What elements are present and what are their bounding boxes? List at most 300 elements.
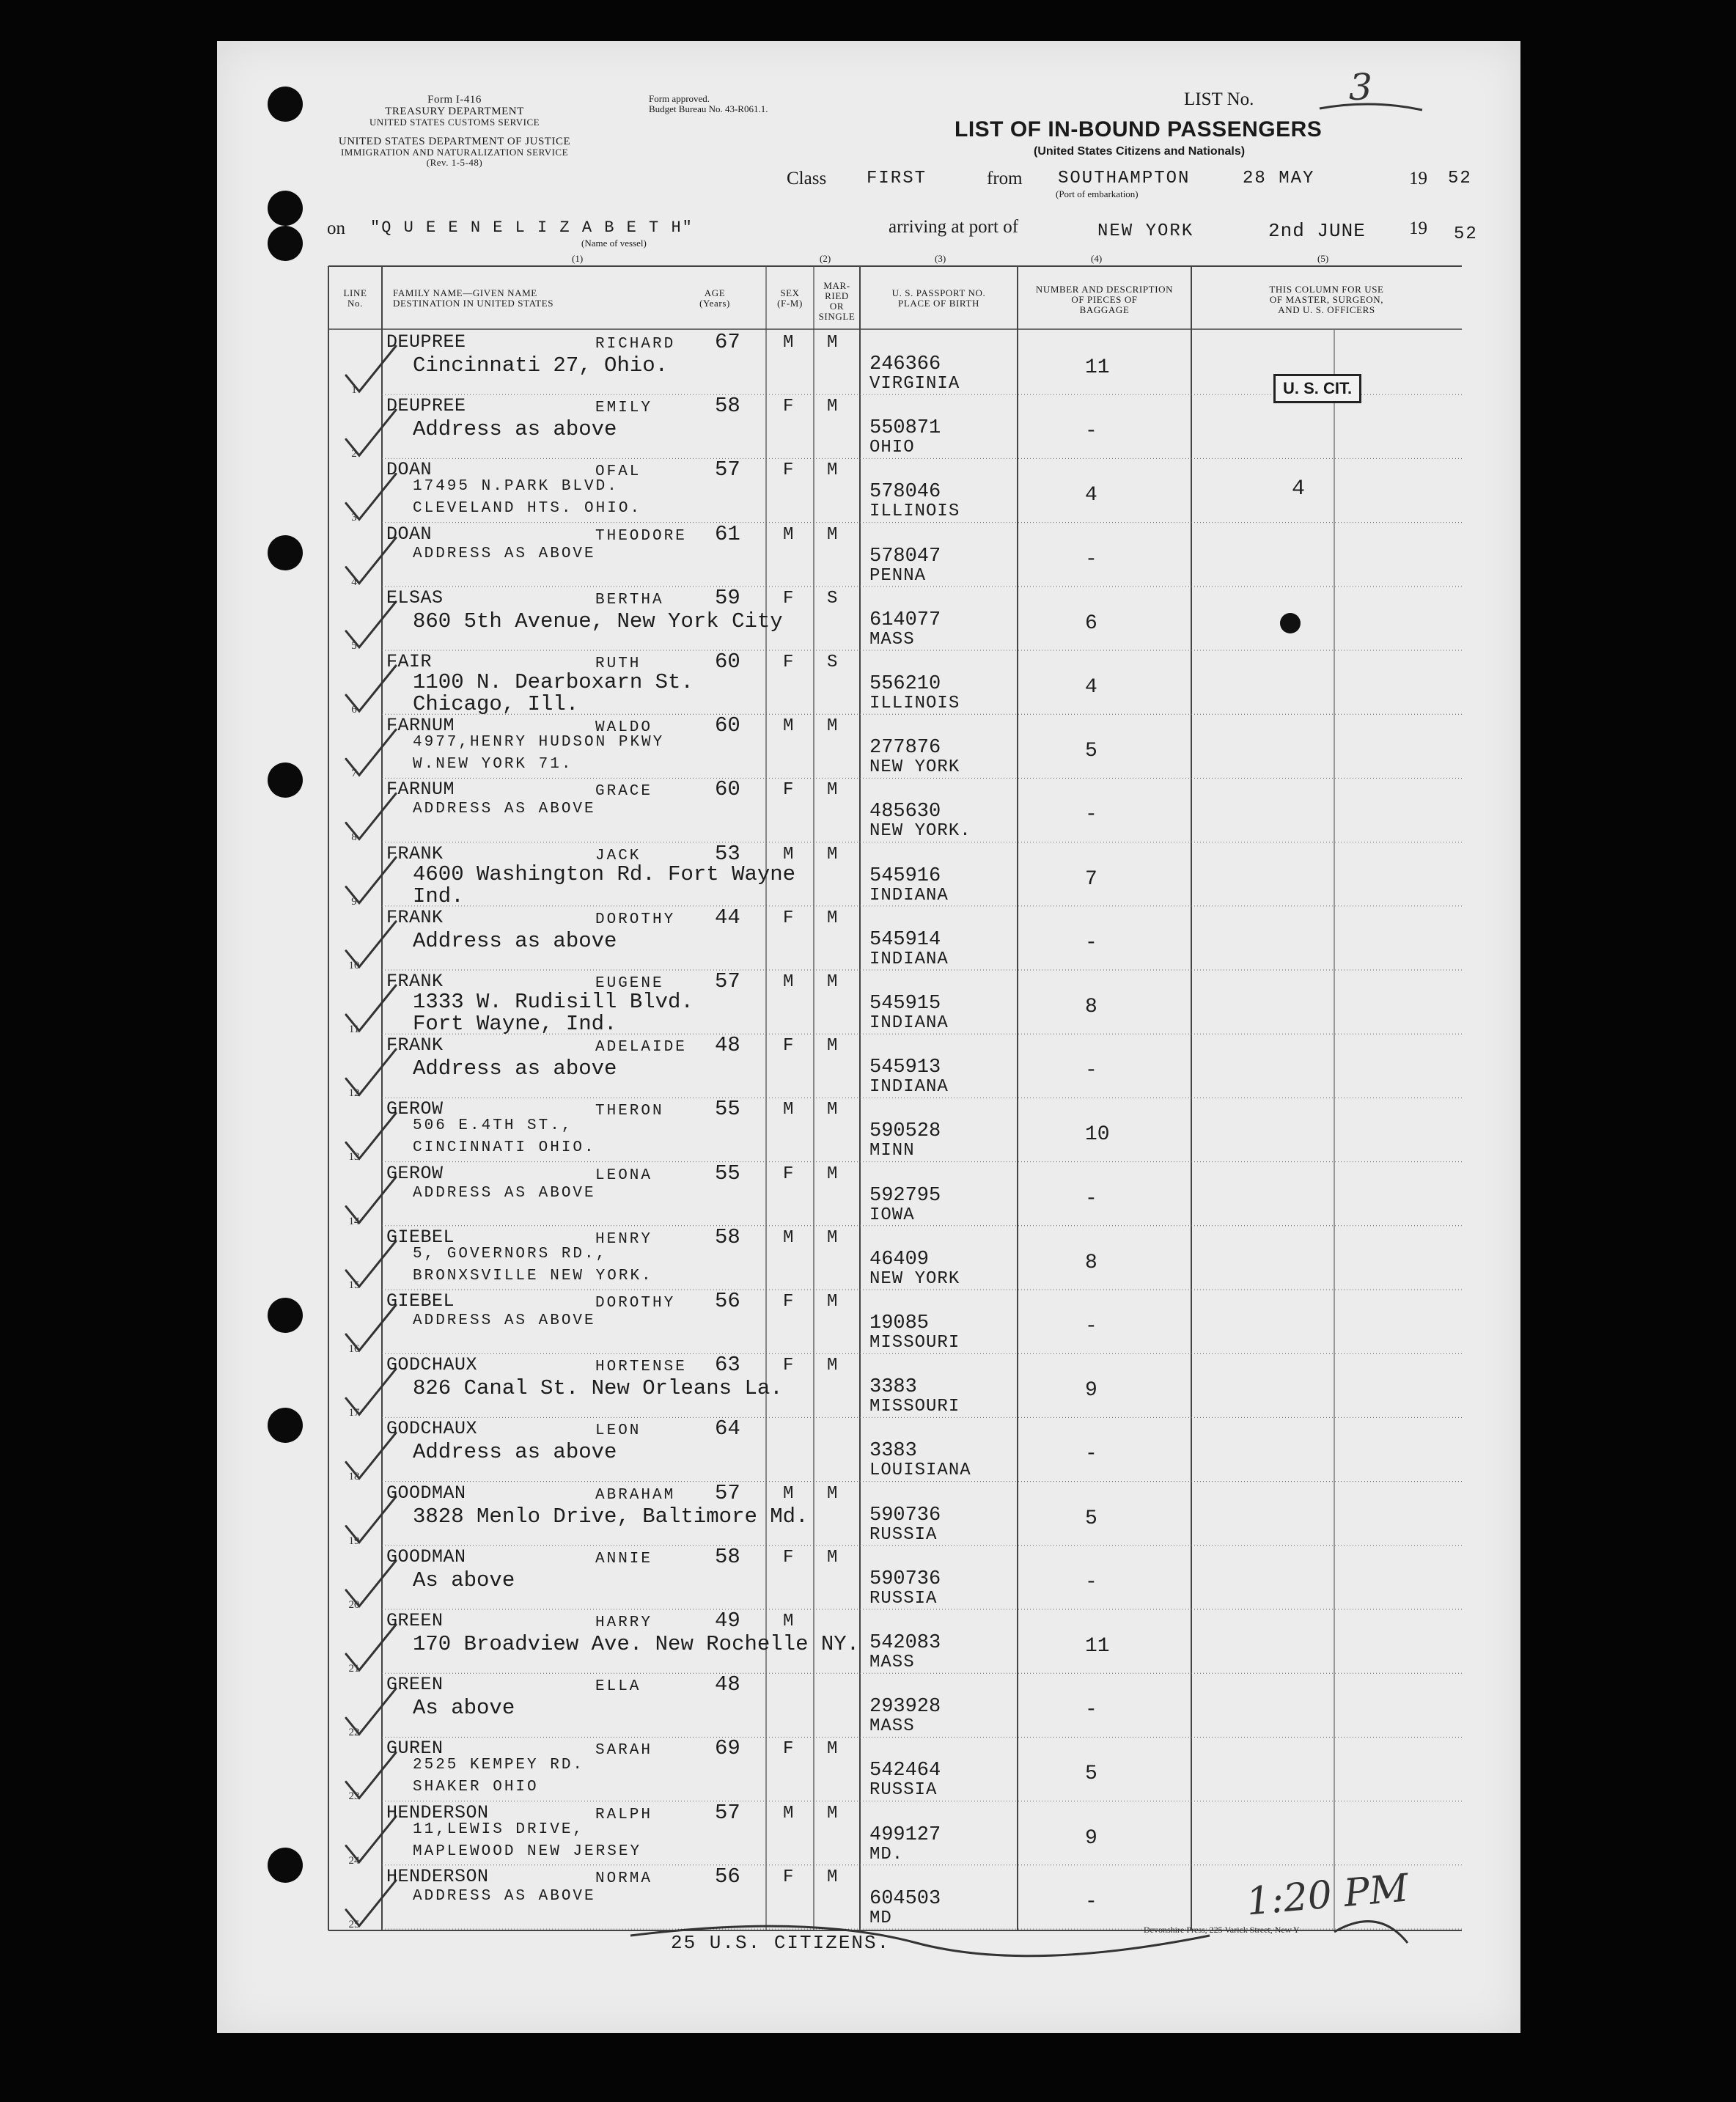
marital-status: M <box>827 844 838 864</box>
passport-number: 3383 <box>869 1376 917 1399</box>
form-subtitle: (United States Citizens and Nationals) <box>1034 145 1246 158</box>
passport-number: 614077 <box>869 609 941 631</box>
family-name: FRANK <box>386 971 444 992</box>
customs-label: UNITED STATES CUSTOMS SERVICE <box>369 117 540 128</box>
line-number: 23 <box>348 1790 360 1803</box>
family-name: FRANK <box>386 1035 444 1056</box>
line-number: 5 <box>351 639 357 652</box>
given-name: THEODORE <box>595 527 687 545</box>
age: 58 <box>715 1544 740 1569</box>
place-of-birth: NEW YORK. <box>869 821 971 842</box>
family-name: GODCHAUX <box>386 1354 478 1376</box>
given-name: ELLA <box>595 1678 641 1696</box>
given-name: GRACE <box>595 783 653 801</box>
marital-status: M <box>827 1227 838 1248</box>
destination-line1: As above <box>413 1568 515 1592</box>
list-no-label: LIST No. <box>1184 89 1254 109</box>
destination-line2: Ind. <box>413 883 464 908</box>
passport-number: 545914 <box>869 928 941 951</box>
family-name: FARNUM <box>386 779 455 801</box>
place-of-birth: INDIANA <box>869 885 949 905</box>
destination-line2: Fort Wayne, Ind. <box>413 1012 617 1036</box>
age: 59 <box>715 585 740 610</box>
given-name: RICHARD <box>595 336 676 353</box>
age: 58 <box>715 394 740 419</box>
given-name: ABRAHAM <box>595 1486 676 1504</box>
line-number: 17 <box>348 1407 360 1419</box>
vessel-name: "Q U E E N E L I Z A B E T H" <box>370 218 694 237</box>
family-name: GEROW <box>386 1098 444 1120</box>
baggage-count: 5 <box>1085 1763 1097 1786</box>
age: 60 <box>715 650 740 674</box>
family-name: ELSAS <box>386 587 444 609</box>
sex: M <box>783 333 794 353</box>
destination-line1: 1333 W. Rudisill Blvd. <box>413 990 694 1014</box>
age: 67 <box>715 330 740 354</box>
line-number: 10 <box>348 959 360 971</box>
given-name: WALDO <box>595 719 653 737</box>
place-of-birth: INDIANA <box>869 949 949 969</box>
sex: F <box>783 780 794 801</box>
destination-line1: Address as above <box>413 928 617 953</box>
arrival-date: 2nd JUNE <box>1268 220 1366 242</box>
baggage-count: - <box>1085 1443 1097 1466</box>
age: 55 <box>715 1097 740 1122</box>
destination-line1: 826 Canal St. New Orleans La. <box>413 1376 783 1401</box>
class-label: Class <box>787 169 827 188</box>
family-name: GIEBEL <box>386 1290 455 1312</box>
destination-line1: 3828 Menlo Drive, Baltimore Md. <box>413 1504 809 1529</box>
passport-number: 499127 <box>869 1823 941 1846</box>
form-title: LIST OF IN-BOUND PASSENGERS <box>955 117 1323 142</box>
given-name: SARAH <box>595 1742 653 1760</box>
baggage-count: 4 <box>1085 676 1097 699</box>
given-name: NORMA <box>595 1870 653 1887</box>
sex: F <box>783 653 794 672</box>
age: 49 <box>715 1609 740 1633</box>
age: 56 <box>715 1289 740 1313</box>
marital-status: M <box>827 1036 838 1056</box>
given-name: JACK <box>595 847 641 864</box>
baggage-count: 11 <box>1085 1635 1110 1658</box>
line-number: 16 <box>348 1343 360 1355</box>
given-name: OFAL <box>595 463 641 481</box>
line-number: 24 <box>348 1854 360 1867</box>
age: 63 <box>715 1353 740 1378</box>
age: 48 <box>715 1033 740 1058</box>
sex: F <box>783 1547 794 1568</box>
destination-line1: 2525 KEMPEY RD. <box>413 1757 585 1774</box>
age: 60 <box>715 777 740 802</box>
place-of-birth: ILLINOIS <box>869 501 960 522</box>
destination-line2: SHAKER OHIO <box>413 1779 539 1796</box>
place-of-birth: MD. <box>869 1844 904 1864</box>
header-line-no: LINE No. <box>343 287 367 309</box>
given-name: HORTENSE <box>595 1359 687 1376</box>
total-citizens: 25 U.S. CITIZENS. <box>671 1932 891 1954</box>
destination-line2: W.NEW YORK 71. <box>413 756 573 773</box>
family-name: FARNUM <box>386 715 455 737</box>
form-number: Form I-416 <box>427 94 482 106</box>
destination-line1: 11,LEWIS DRIVE, <box>413 1820 585 1838</box>
list-number: 3 <box>1349 66 1372 109</box>
destination-line1: 4977,HENRY HUDSON PKWY <box>413 734 665 751</box>
baggage-count: 5 <box>1085 740 1097 763</box>
given-name: DOROTHY <box>595 911 676 928</box>
baggage-count: 10 <box>1085 1123 1110 1147</box>
line-number: 13 <box>348 1151 360 1164</box>
age: 53 <box>715 841 740 866</box>
line-number: 20 <box>348 1598 360 1611</box>
sex: F <box>783 588 794 609</box>
baggage-count: - <box>1085 804 1097 827</box>
passport-number: 545916 <box>869 864 941 887</box>
sex: F <box>783 1867 794 1887</box>
baggage-count: - <box>1085 1890 1097 1914</box>
line-number: 25 <box>348 1918 360 1930</box>
age: 64 <box>715 1416 740 1441</box>
baggage-count: - <box>1085 1570 1097 1594</box>
given-name: ANNIE <box>595 1550 653 1568</box>
given-name: DOROTHY <box>595 1295 676 1312</box>
passport-number: 590736 <box>869 1504 941 1526</box>
marital-status: M <box>827 972 838 992</box>
column-number: (1) <box>572 253 584 264</box>
sex: F <box>783 397 794 417</box>
family-name: DEUPREE <box>386 331 466 353</box>
age: 56 <box>715 1864 740 1889</box>
passport-number: 545915 <box>869 993 941 1015</box>
passport-number: 246366 <box>869 353 941 375</box>
destination-line1: 860 5th Avenue, New York City <box>413 609 783 633</box>
marital-status: S <box>827 653 838 672</box>
port-embarkation-caption: (Port of embarkation) <box>1056 188 1139 199</box>
passport-number: 604503 <box>869 1887 941 1910</box>
line-number: 8 <box>351 831 357 844</box>
line-number: 11 <box>348 1024 360 1035</box>
passport-number: 592795 <box>869 1184 941 1207</box>
embark-year: 52 <box>1448 169 1472 188</box>
passport-number: 46409 <box>869 1248 930 1271</box>
handwritten-time: 1:20 PM <box>1244 1866 1410 1925</box>
destination-line1: ADDRESS AS ABOVE <box>413 1184 596 1202</box>
baggage-count: 8 <box>1085 996 1097 1018</box>
header-age: AGE (Years) <box>699 287 730 309</box>
baggage-count: - <box>1085 420 1097 444</box>
marital-status: S <box>827 588 838 609</box>
destination-line1: ADDRESS AS ABOVE <box>413 801 596 818</box>
passport-number: 3383 <box>869 1440 917 1463</box>
baggage-count: - <box>1085 1699 1097 1722</box>
marital-status: M <box>827 908 838 928</box>
baggage-count: 5 <box>1085 1507 1097 1530</box>
given-name: RALPH <box>595 1806 653 1823</box>
column-number: (5) <box>1317 253 1329 264</box>
marital-status: M <box>827 780 838 801</box>
destination-line1: 1100 N. Dearboxarn St. <box>413 670 694 694</box>
destination-line1: ADDRESS AS ABOVE <box>413 1887 596 1905</box>
line-number: 6 <box>351 704 357 716</box>
given-name: BERTHA <box>595 591 664 609</box>
given-name: HENRY <box>595 1230 653 1248</box>
age: 44 <box>715 905 740 930</box>
sex: F <box>783 908 794 928</box>
baggage-count: - <box>1085 931 1097 955</box>
marital-status: M <box>827 1483 838 1504</box>
place-of-birth: ILLINOIS <box>869 694 960 713</box>
destination-line2: Chicago, Ill. <box>413 692 579 716</box>
marital-status: M <box>827 333 838 353</box>
line-number: 12 <box>348 1087 360 1100</box>
family-name: DOAN <box>386 459 433 481</box>
marital-status: M <box>827 1356 838 1376</box>
treasury-label: TREASURY DEPARTMENT <box>385 106 524 117</box>
marital-status: M <box>827 1547 838 1568</box>
family-name: DEUPREE <box>386 395 466 417</box>
sex: F <box>783 1739 794 1760</box>
header-officers-column: THIS COLUMN FOR USE OF MASTER, SURGEON, AND U. S. OFFICERS <box>1269 284 1384 315</box>
baggage-count: 9 <box>1085 1379 1097 1403</box>
place-of-birth: INDIANA <box>869 1077 949 1098</box>
class-value: FIRST <box>867 169 927 188</box>
place-of-birth: RUSSIA <box>869 1524 938 1545</box>
family-name: GREEN <box>386 1610 444 1631</box>
header-passport: U. S. PASSPORT NO. PLACE OF BIRTH <box>891 287 986 309</box>
age: 69 <box>715 1736 740 1761</box>
destination-line1: 4600 Washington Rd. Fort Wayne <box>413 861 796 886</box>
marital-status: M <box>827 1164 838 1184</box>
embark-year-prefix: 19 <box>1409 169 1427 188</box>
family-name: GUREN <box>386 1738 444 1760</box>
destination-line1: Address as above <box>413 1440 617 1465</box>
baggage-count: 6 <box>1085 611 1097 635</box>
age: 57 <box>715 969 740 993</box>
place-of-birth: NEW YORK <box>869 757 960 778</box>
family-name: GEROW <box>386 1162 444 1184</box>
place-of-birth: MASS <box>869 1653 915 1672</box>
given-name: EUGENE <box>595 975 664 992</box>
line-number: 3 <box>351 512 357 524</box>
baggage-count: - <box>1085 1315 1097 1338</box>
family-name: FRANK <box>386 906 444 928</box>
arriving-label: arriving at port of <box>889 217 1019 237</box>
passport-number: 542464 <box>869 1760 941 1782</box>
passport-number: 578046 <box>869 481 941 504</box>
vessel-caption: (Name of vessel) <box>581 238 647 249</box>
header-sex: SEX (F-M) <box>777 287 803 309</box>
line-number: 4 <box>351 576 357 588</box>
given-name: LEON <box>595 1422 641 1440</box>
marital-status: M <box>827 1100 838 1120</box>
family-name: GREEN <box>386 1674 444 1696</box>
column-number: (2) <box>820 253 831 264</box>
arrival-year: 52 <box>1454 224 1478 244</box>
sex: F <box>783 1292 794 1312</box>
given-name: LEONA <box>595 1166 653 1184</box>
passport-number: 277876 <box>869 737 941 760</box>
family-name: GODCHAUX <box>386 1418 478 1440</box>
line-number: 9 <box>351 895 357 908</box>
age: 58 <box>715 1224 740 1249</box>
given-name: HARRY <box>595 1614 653 1631</box>
destination-line2: BRONXSVILLE NEW YORK. <box>413 1267 653 1285</box>
baggage-count: - <box>1085 548 1097 571</box>
sex: M <box>783 524 794 545</box>
arrival-year-prefix: 19 <box>1409 218 1427 238</box>
sex: M <box>783 1612 794 1631</box>
from-label: from <box>987 169 1023 188</box>
header-family-name: FAMILY NAME—GIVEN NAME DESTINATION IN UNITED STATES <box>393 287 554 309</box>
sex: M <box>783 1227 794 1248</box>
baggage-count: 7 <box>1085 867 1097 891</box>
revision-label: (Rev. 1-5-48) <box>426 157 483 168</box>
sex: M <box>783 1803 794 1823</box>
marital-status: M <box>827 1739 838 1760</box>
destination-line1: Address as above <box>413 1056 617 1081</box>
line-number: 21 <box>348 1663 360 1675</box>
us-citizen-stamp: U. S. CIT. <box>1273 374 1361 403</box>
line-number: 2 <box>351 448 357 460</box>
place-of-birth: MINN <box>869 1141 915 1161</box>
line-number: 19 <box>348 1535 360 1547</box>
marital-status: M <box>827 716 838 737</box>
passport-number: 578047 <box>869 545 941 567</box>
officer-note: 4 <box>1292 477 1306 501</box>
given-name: RUTH <box>595 655 641 672</box>
passport-number: 542083 <box>869 1632 941 1654</box>
header-married: MAR- RIED OR SINGLE <box>818 280 856 322</box>
family-name: GOODMAN <box>386 1546 466 1568</box>
sex: F <box>783 1356 794 1376</box>
marital-status: M <box>827 1867 838 1887</box>
sex: M <box>783 1483 794 1504</box>
place-of-birth: MISSOURI <box>869 1397 960 1417</box>
baggage-count: - <box>1085 1059 1097 1083</box>
marital-status: M <box>827 1803 838 1823</box>
column-number: (3) <box>935 253 946 264</box>
passport-number: 590528 <box>869 1120 941 1143</box>
baggage-count: 11 <box>1085 356 1110 379</box>
age: 57 <box>715 457 740 482</box>
place-of-birth: RUSSIA <box>869 1588 938 1609</box>
age: 60 <box>715 713 740 738</box>
sex: F <box>783 1164 794 1184</box>
place-of-birth: LOUISIANA <box>869 1460 971 1481</box>
place-of-birth: MASS <box>869 1716 915 1737</box>
line-number: 7 <box>351 768 357 780</box>
family-name: FAIR <box>386 651 433 672</box>
baggage-count: - <box>1085 1187 1097 1210</box>
place-of-birth: VIRGINIA <box>869 374 960 394</box>
destination-line1: ADDRESS AS ABOVE <box>413 1312 596 1329</box>
age: 48 <box>715 1672 740 1697</box>
family-name: HENDERSON <box>386 1865 489 1887</box>
family-name: HENDERSON <box>386 1801 489 1823</box>
destination-line2: MAPLEWOOD NEW JERSEY <box>413 1842 642 1860</box>
destination-line1: ADDRESS AS ABOVE <box>413 545 596 562</box>
age: 55 <box>715 1161 740 1186</box>
baggage-count: 4 <box>1085 484 1097 507</box>
family-name: GOODMAN <box>386 1482 466 1504</box>
passport-number: 545913 <box>869 1056 941 1079</box>
passport-number: 485630 <box>869 801 941 823</box>
passport-number: 556210 <box>869 673 941 695</box>
line-number: 18 <box>348 1471 360 1483</box>
place-of-birth: IOWA <box>869 1205 915 1225</box>
sex: M <box>783 1100 794 1120</box>
line-number: 1 <box>351 384 357 396</box>
place-of-birth: NEW YORK <box>869 1268 960 1289</box>
sex: M <box>783 716 794 737</box>
age: 57 <box>715 1480 740 1505</box>
ins-label: IMMIGRATION AND NATURALIZATION SERVICE <box>340 147 569 158</box>
line-number: 15 <box>348 1279 360 1291</box>
marital-status: M <box>827 524 838 545</box>
marital-status: M <box>827 397 838 417</box>
destination-line1: Cincinnati 27, Ohio. <box>413 353 669 378</box>
baggage-count: 8 <box>1085 1251 1097 1274</box>
arrival-port: NEW YORK <box>1097 221 1194 241</box>
embark-date: 28 MAY <box>1243 169 1315 188</box>
place-of-birth: MASS <box>869 629 915 650</box>
line-number: 14 <box>348 1215 360 1227</box>
column-number: (4) <box>1091 253 1103 264</box>
given-name: THERON <box>595 1103 664 1120</box>
place-of-birth: INDIANA <box>869 1013 949 1033</box>
family-name: GIEBEL <box>386 1226 455 1248</box>
form-approved: Form approved. <box>649 93 710 104</box>
age: 57 <box>715 1800 740 1825</box>
destination-line1: As above <box>413 1696 515 1721</box>
sex: M <box>783 844 794 864</box>
destination-line1: 170 Broadview Ave. New Rochelle NY. <box>413 1632 860 1656</box>
passport-number: 590736 <box>869 1568 941 1590</box>
family-name: FRANK <box>386 842 444 864</box>
passport-number: 293928 <box>869 1696 941 1719</box>
sex: M <box>783 972 794 992</box>
given-name: EMILY <box>595 400 653 417</box>
sex: F <box>783 460 794 481</box>
place-of-birth: PENNA <box>869 565 927 586</box>
port-embarkation: SOUTHAMPTON <box>1058 169 1191 188</box>
place-of-birth: RUSSIA <box>869 1780 938 1801</box>
sex: F <box>783 1036 794 1056</box>
on-label: on <box>327 218 345 238</box>
destination-line1: 506 E.4TH ST., <box>413 1117 573 1135</box>
family-name: DOAN <box>386 523 433 545</box>
baggage-count: 9 <box>1085 1826 1097 1850</box>
destination-line1: Address as above <box>413 417 617 442</box>
place-of-birth: MD <box>869 1908 892 1928</box>
justice-label: UNITED STATES DEPARTMENT OF JUSTICE <box>338 136 571 147</box>
line-number: 22 <box>348 1727 360 1739</box>
printer-imprint: Devonshire Press, 225 Varick Street, New Y <box>1144 1925 1300 1935</box>
given-name: ADELAIDE <box>595 1039 687 1056</box>
marital-status: M <box>827 1292 838 1312</box>
header-baggage: NUMBER AND DESCRIPTION OF PIECES OF BAGGAGE <box>1035 284 1174 315</box>
budget-bureau: Budget Bureau No. 43-R061.1. <box>649 103 768 114</box>
place-of-birth: MISSOURI <box>869 1333 960 1353</box>
passport-number: 19085 <box>869 1312 930 1334</box>
destination-line2: CLEVELAND HTS. OHIO. <box>413 500 642 518</box>
passport-number: 550871 <box>869 417 941 440</box>
destination-line1: 17495 N.PARK BLVD. <box>413 478 619 496</box>
age: 61 <box>715 521 740 546</box>
destination-line2: CINCINNATI OHIO. <box>413 1139 596 1157</box>
destination-line1: 5, GOVERNORS RD., <box>413 1245 608 1263</box>
marital-status: M <box>827 460 838 481</box>
place-of-birth: OHIO <box>869 438 915 458</box>
